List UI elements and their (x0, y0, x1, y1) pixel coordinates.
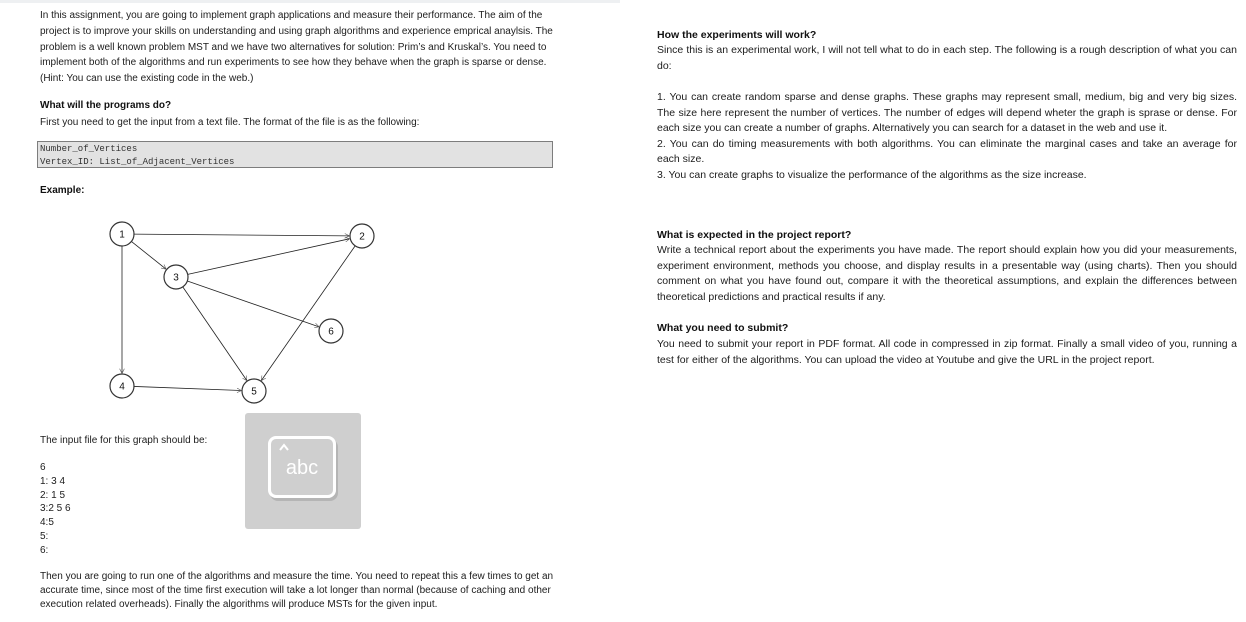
graph-node-label-2: 2 (359, 231, 365, 243)
example-graph-diagram (90, 212, 390, 412)
submit-heading: What you need to submit? (657, 322, 789, 334)
abc-label: abc (285, 457, 319, 479)
experiment-steps (657, 90, 1237, 184)
how-heading: How the experiments will work? (657, 29, 817, 41)
input-line: 3:2 5 6 (40, 503, 71, 515)
graph-node-label-5: 5 (251, 386, 257, 398)
graph-edge-4-5 (134, 386, 241, 390)
graph-edges (122, 234, 355, 390)
graph-edge-1-3 (131, 241, 165, 268)
right-page (625, 0, 1246, 622)
text-recognition-button[interactable] (245, 413, 361, 529)
caret-up-icon (279, 443, 289, 453)
input-line: 6: (40, 544, 49, 556)
graph-node-label-3: 3 (173, 272, 179, 284)
input-line: 6 (40, 462, 46, 473)
step-item: 2. You can do timing measurements with both algorithms. You can eliminate the marginal cases and take an average for each size. (657, 137, 1237, 166)
step-item: 1. You can create random sparse and dense graphs. These graphs may represent small, medium, big and very big sizes. The size here represent the number of vertices. The number of edges will depend wheter the graph is sprase or dense. For each size you can create a number of graphs. Alternatively you can search for a dataset in the web and use it. (657, 91, 1237, 135)
graph-nodes (110, 222, 374, 403)
abc-icon (268, 436, 336, 498)
closing-paragraph: Then you are going to run one of the algorithms and measure the time. You need to repeat this a few times to get an accurate time, since most of the time first execution will take a lot longer than normal (because of caching and other execution related overheads). Finally the algorithms will produce MSTs for the given input. (40, 571, 554, 610)
graph-node-label-4: 4 (119, 381, 125, 393)
graph-node-label-6: 6 (328, 326, 334, 338)
graph-node-label-1: 1 (119, 229, 125, 241)
format-line: Number_of_Vertices (40, 144, 138, 154)
input-line: 1: 3 4 (40, 475, 66, 487)
input-line: 5: (40, 530, 49, 542)
submit-paragraph: You need to submit your report in PDF format. All code in compressed in zip format. Finally a small video of you, running a test for either of the algorithms. You can upload the video at Youtube and give the URL in the project report. (657, 338, 1237, 366)
graph-edge-3-6 (187, 281, 318, 327)
graph-edge-3-2 (188, 239, 350, 275)
programs-paragraph: First you need to get the input from a text file. The format of the file is as the following: (40, 117, 420, 128)
input-line: 2: 1 5 (40, 489, 66, 501)
input-file-label: The input file for this graph should be: (40, 435, 208, 446)
graph-edge-1-2 (134, 234, 349, 236)
left-page (0, 0, 620, 622)
graph-edge-2-5 (261, 246, 355, 380)
programs-heading: What will the programs do? (40, 100, 172, 111)
input-file-contents (40, 461, 71, 558)
input-line: 4:5 (40, 517, 54, 529)
page-top-border (0, 0, 620, 3)
how-paragraph: Since this is an experimental work, I will not tell what to do in each step. The following is a rough description of what you can do: (657, 44, 1237, 72)
intro-paragraph: In this assignment, you are going to implement graph applications and measure their performance. The aim of the project is to improve your skills on understanding and using graph algorithms and experience emprical anaylsis. The problem is a well known problem MST and we have two alternatives for solution: Prim’s and Kruskal’s. You need to implement both of the algorithms and run experiments to see how they behave when the graph is sparse or dense. (Hint: You can use the existing code in the web.) (40, 10, 553, 85)
graph-edge-3-5 (183, 287, 247, 380)
file-format-box (37, 141, 553, 168)
step-item: 3. You can create graphs to visualize the performance of the algorithms as the size increase. (657, 168, 1087, 181)
report-paragraph: Write a technical report about the experiments you have made. The report should explain how you did your measurements, experiment environment, methods you choose, and display results in a presentable way (using charts). Then you should comment on what you have found out, compare it with the theoretical assumptions, and explain the differences between theoretical predictions and practical results if any. (657, 244, 1237, 303)
report-heading: What is expected in the project report? (657, 229, 852, 241)
example-heading: Example: (40, 185, 85, 196)
format-line: Vertex_ID: List_of_Adjacent_Vertices (40, 157, 235, 167)
